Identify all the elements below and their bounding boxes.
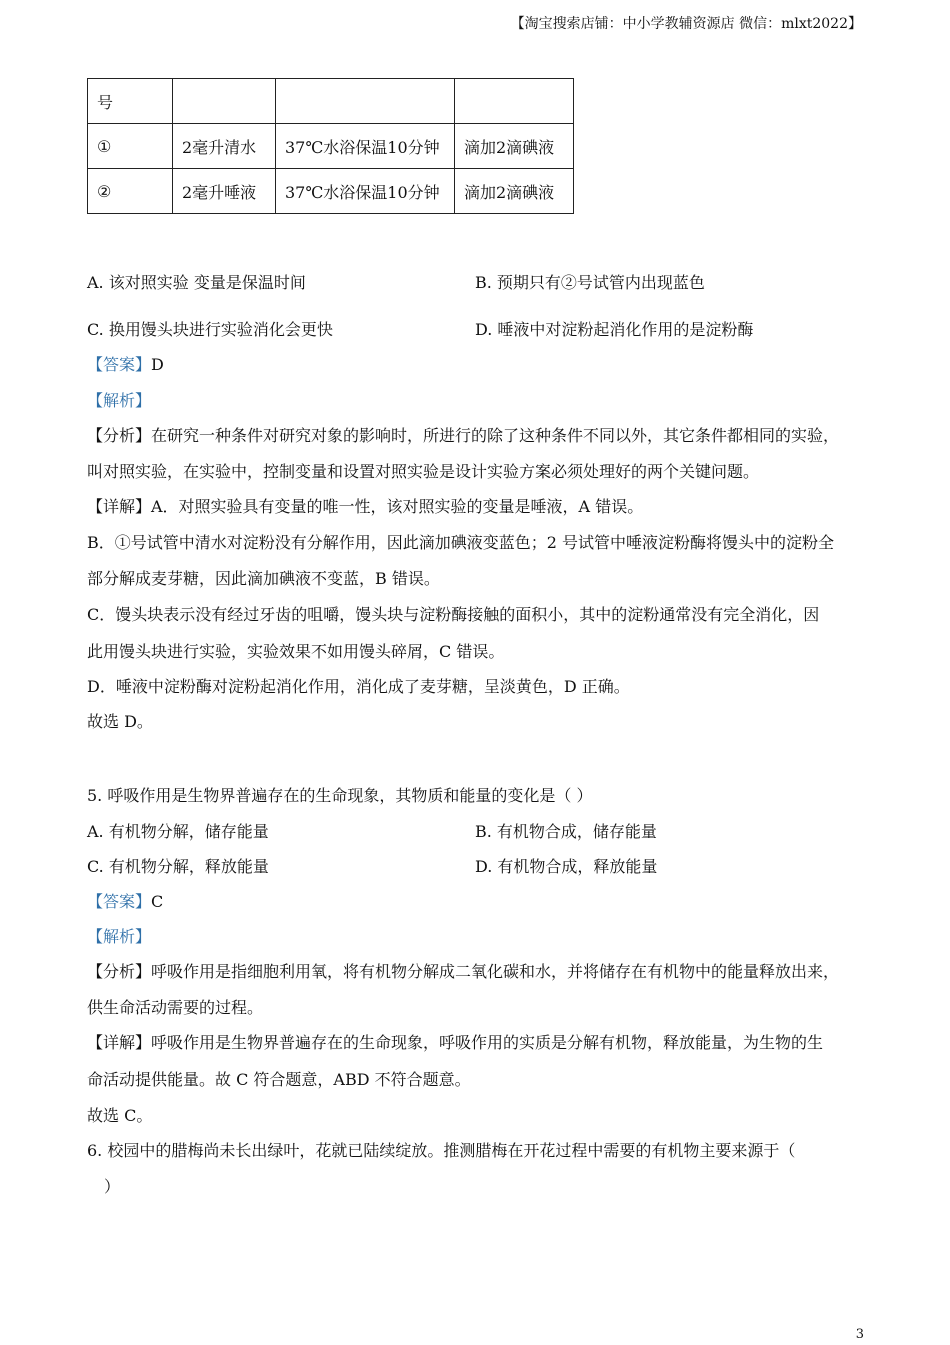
q5-analysis: 【分析】呼吸作用是指细胞利用氧，将有机物分解成二氧化碳和水，并将储存在有机物中的能量释放出来， — [87, 962, 840, 981]
q4-detail-c-cont: 此用馒头块进行实验，实验效果不如用馒头碎屑，C 错误。 — [87, 642, 505, 661]
answer-value: C — [151, 892, 164, 911]
q6-question-cont: ） — [104, 1177, 121, 1196]
table-cell: ① — [88, 124, 173, 169]
table-cell: 滴加2滴碘液 — [455, 124, 574, 169]
table-cell: 37℃水浴保温10分钟 — [276, 169, 455, 214]
table-cell: ② — [88, 169, 173, 214]
page-number: 3 — [855, 1327, 864, 1342]
q5-jiexi-tag: 【解析】 — [87, 927, 152, 946]
q4-detail-b-cont: 部分解成麦芽糖，因此滴加碘液不变蓝，B 错误。 — [87, 569, 440, 588]
q5-detail-cont: 命活动提供能量。故 C 符合题意，ABD 不符合题意。 — [87, 1070, 471, 1089]
q5-detail: 【详解】呼吸作用是生物界普遍存在的生命现象，呼吸作用的实质是分解有机物，释放能量，为生物的生 — [87, 1033, 824, 1052]
q5-analysis-cont: 供生命活动需要的过程。 — [87, 998, 264, 1017]
answer-tag: 【答案】 — [87, 892, 152, 911]
table-cell: 2毫升唾液 — [173, 169, 276, 214]
q5-option-a: A. 有机物分解，储存能量 — [87, 822, 269, 841]
q6-question: 6. 校园中的腊梅尚未长出绿叶，花就已陆续绽放。推测腊梅在开花过程中需要的有机物主要来源于（ — [87, 1141, 796, 1160]
q4-option-d: D. 唾液中对淀粉起消化作用的是淀粉酶 — [475, 320, 754, 339]
table-cell: 滴加2滴碘液 — [455, 169, 574, 214]
q4-detail-a: 【详解】A．对照实验具有变量的唯一性，该对照实验的变量是唾液，A 错误。 — [87, 497, 644, 516]
q5-option-d: D. 有机物合成，释放能量 — [475, 857, 658, 876]
q4-detail-b: B．①号试管中清水对淀粉没有分解作用，因此滴加碘液变蓝色；2 号试管中唾液淀粉酶将馒头中的淀粉全 — [87, 533, 835, 552]
q5-answer — [87, 892, 163, 912]
q4-analysis-cont: 叫对照实验，在实验中，控制变量和设置对照实验是设计实验方案必须处理好的两个关键问题。 — [87, 462, 760, 481]
table-cell: 2毫升清水 — [173, 124, 276, 169]
q4-detail-d: D．唾液中淀粉酶对淀粉起消化作用，消化成了麦芽糖，呈淡黄色，D 正确。 — [87, 677, 630, 696]
experiment-table — [87, 78, 574, 214]
q4-jiexi-tag: 【解析】 — [87, 391, 152, 410]
table-row — [88, 169, 574, 214]
table-row — [88, 79, 574, 124]
table-cell: 37℃水浴保温10分钟 — [276, 124, 455, 169]
q5-question: 5. 呼吸作用是生物界普遍存在的生命现象，其物质和能量的变化是（ ） — [87, 786, 593, 805]
q4-analysis: 【分析】在研究一种条件对研究对象的影响时，所进行的除了这种条件不同以外，其它条件都相同的实验， — [87, 426, 840, 445]
answer-value: D — [151, 355, 164, 374]
q5-option-c: C. 有机物分解，释放能量 — [87, 857, 269, 876]
q5-conclusion: 故选 C。 — [87, 1106, 153, 1125]
q4-option-a: A. 该对照实验 变量是保温时间 — [87, 273, 306, 292]
q4-conclusion: 故选 D。 — [87, 712, 153, 731]
page-header: 【淘宝搜索店铺：中小学教辅资源店 微信：mlxt2022】 — [510, 16, 862, 32]
table-row — [88, 124, 574, 169]
answer-tag: 【答案】 — [87, 355, 152, 374]
q4-answer — [87, 355, 164, 375]
q5-option-b: B. 有机物合成，储存能量 — [475, 822, 657, 841]
q4-detail-c: C．馒头块表示没有经过牙齿的咀嚼，馒头块与淀粉酶接触的面积小，其中的淀粉通常没有完全消化，因 — [87, 605, 820, 624]
table-cell — [276, 79, 455, 124]
table-cell — [173, 79, 276, 124]
table-cell — [455, 79, 574, 124]
table-cell: 号 — [88, 79, 173, 124]
q4-option-c: C. 换用馒头块进行实验消化会更快 — [87, 320, 333, 339]
q4-option-b: B. 预期只有②号试管内出现蓝色 — [475, 273, 705, 292]
